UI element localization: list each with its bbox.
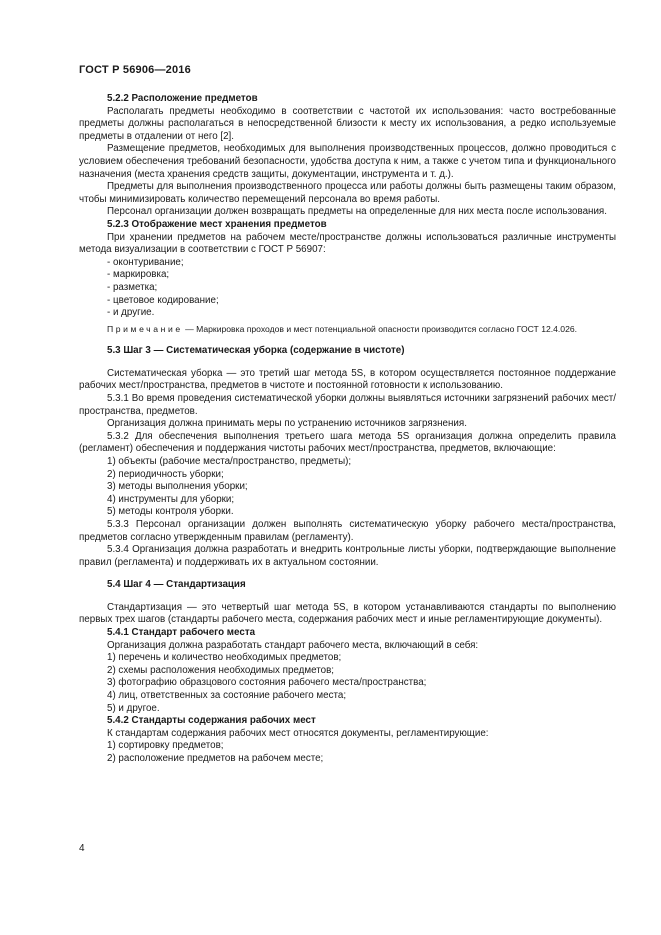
- list-item: 1) сортировку предметов;: [107, 740, 224, 752]
- paragraph: К стандартам содержания рабочих мест относятся документы, регламентирующие:: [107, 727, 489, 739]
- section-heading-5-2-2: 5.2.2 Расположение предметов: [107, 93, 258, 104]
- list-item: - маркировка;: [107, 269, 170, 281]
- paragraph: Систематическая уборка — это третий шаг метода 5S, в котором осуществляется постоянное поддержание рабочих мест/пространства, предметов в чистоте и постоянной готовности к использованию.: [79, 367, 616, 392]
- section-heading-5-4-1: 5.4.1 Стандарт рабочего места: [107, 627, 256, 639]
- paragraph: 5.3.1 Во время проведения систематической уборки должны выявляться источники загрязнений рабочих мест/пространства, предметов.: [79, 392, 616, 417]
- list-item: 2) периодичность уборки;: [107, 468, 224, 480]
- list-item: 4) лиц, ответственных за состояние рабочего места;: [107, 690, 347, 702]
- paragraph: Стандартизация — это четвертый шаг метода 5S, в котором устанавливаются стандарты по выполнению первых трех шагов (стандарты рабочего места, содержания рабочих мест и иные регламентирующие документы).: [79, 601, 616, 626]
- list-item: - цветовое кодирование;: [107, 294, 219, 306]
- paragraph: При хранении предметов на рабочем месте/пространстве должны использоваться различные инструменты метода визуализации в соответствии с ГОСТ Р 56907:: [79, 231, 616, 256]
- list-item: 3) фотографию образцового состояния рабочего места/пространства;: [107, 677, 427, 689]
- list-item: 1) объекты (рабочие места/пространство, предметы);: [107, 455, 352, 467]
- section-heading-5-3: 5.3 Шаг 3 — Систематическая уборка (содержание в чистоте): [107, 345, 405, 357]
- list-item: - разметка;: [107, 281, 158, 293]
- section-heading-5-4-2: 5.4.2 Стандарты содержания рабочих мест: [107, 715, 316, 727]
- note-text: — Маркировка проходов и мест потенциальной опасности производится согласно ГОСТ 12.4.026.: [182, 323, 578, 334]
- list-item: 2) расположение предметов на рабочем месте;: [107, 753, 324, 764]
- note-label: Примечание: [107, 323, 183, 334]
- paragraph: Организация должна разработать стандарт рабочего места, включающий в себя:: [107, 639, 479, 651]
- document-header: ГОСТ Р 56906—2016: [79, 64, 191, 76]
- document-body: [79, 93, 616, 766]
- paragraph: Располагать предметы необходимо в соответствии с частотой их использования: часто востребованные предметы должны располагаться в непосредственной близости к месту их использования, а редко используемые предметы в отдалении от него [2].: [79, 105, 616, 142]
- list-item: - оконтуривание;: [107, 256, 184, 268]
- list-item: 5) методы контроля уборки.: [107, 506, 234, 518]
- list-item: 3) методы выполнения уборки;: [107, 481, 248, 493]
- page-number: 4: [79, 843, 85, 854]
- paragraph: 5.3.3 Персонал организации должен выполнять систематическую уборку рабочего места/пространства, предметов согласно утвержденным правилам (регламенту).: [79, 518, 616, 543]
- section-heading-5-4: 5.4 Шаг 4 — Стандартизация: [107, 579, 246, 591]
- list-item: 5) и другое.: [107, 702, 160, 714]
- paragraph: 5.3.2 Для обеспечения выполнения третьего шага метода 5S организация должна определить правила (регламент) обеспечения и поддержания чистоты рабочих мест/пространства, предметов, включающие:: [79, 430, 616, 455]
- list-item: 2) схемы расположения необходимых предметов;: [107, 664, 334, 676]
- list-item: 1) перечень и количество необходимых предметов;: [107, 652, 342, 664]
- list-item: 4) инструменты для уборки;: [107, 493, 235, 505]
- paragraph: Организация должна принимать меры по устранению источников загрязнения.: [107, 418, 467, 430]
- paragraph: Предметы для выполнения производственного процесса или работы должны быть размещены таким образом, чтобы минимизировать количество перемещений персонала во время работы.: [79, 181, 616, 205]
- section-heading-5-2-3: 5.2.3 Отображение мест хранения предметов: [107, 218, 327, 230]
- paragraph: Персонал организации должен возвращать предметы на определенные для них места после использования.: [107, 206, 607, 218]
- note: [79, 324, 616, 336]
- list-item: - и другие.: [107, 307, 155, 319]
- paragraph: Размещение предметов, необходимых для выполнения производственных процессов, должно проводиться с условием обеспечения требований безопасности, удобства доступа к ним, а также с учетом типа и функционального назначения (места хранения средств защиты, документации, инструмента и т. д.).: [79, 143, 616, 180]
- paragraph: 5.3.4 Организация должна разработать и внедрить контрольные листы уборки, подтверждающие выполнение правил (регламента) и поддерживать их в актуальном состоянии.: [79, 544, 616, 568]
